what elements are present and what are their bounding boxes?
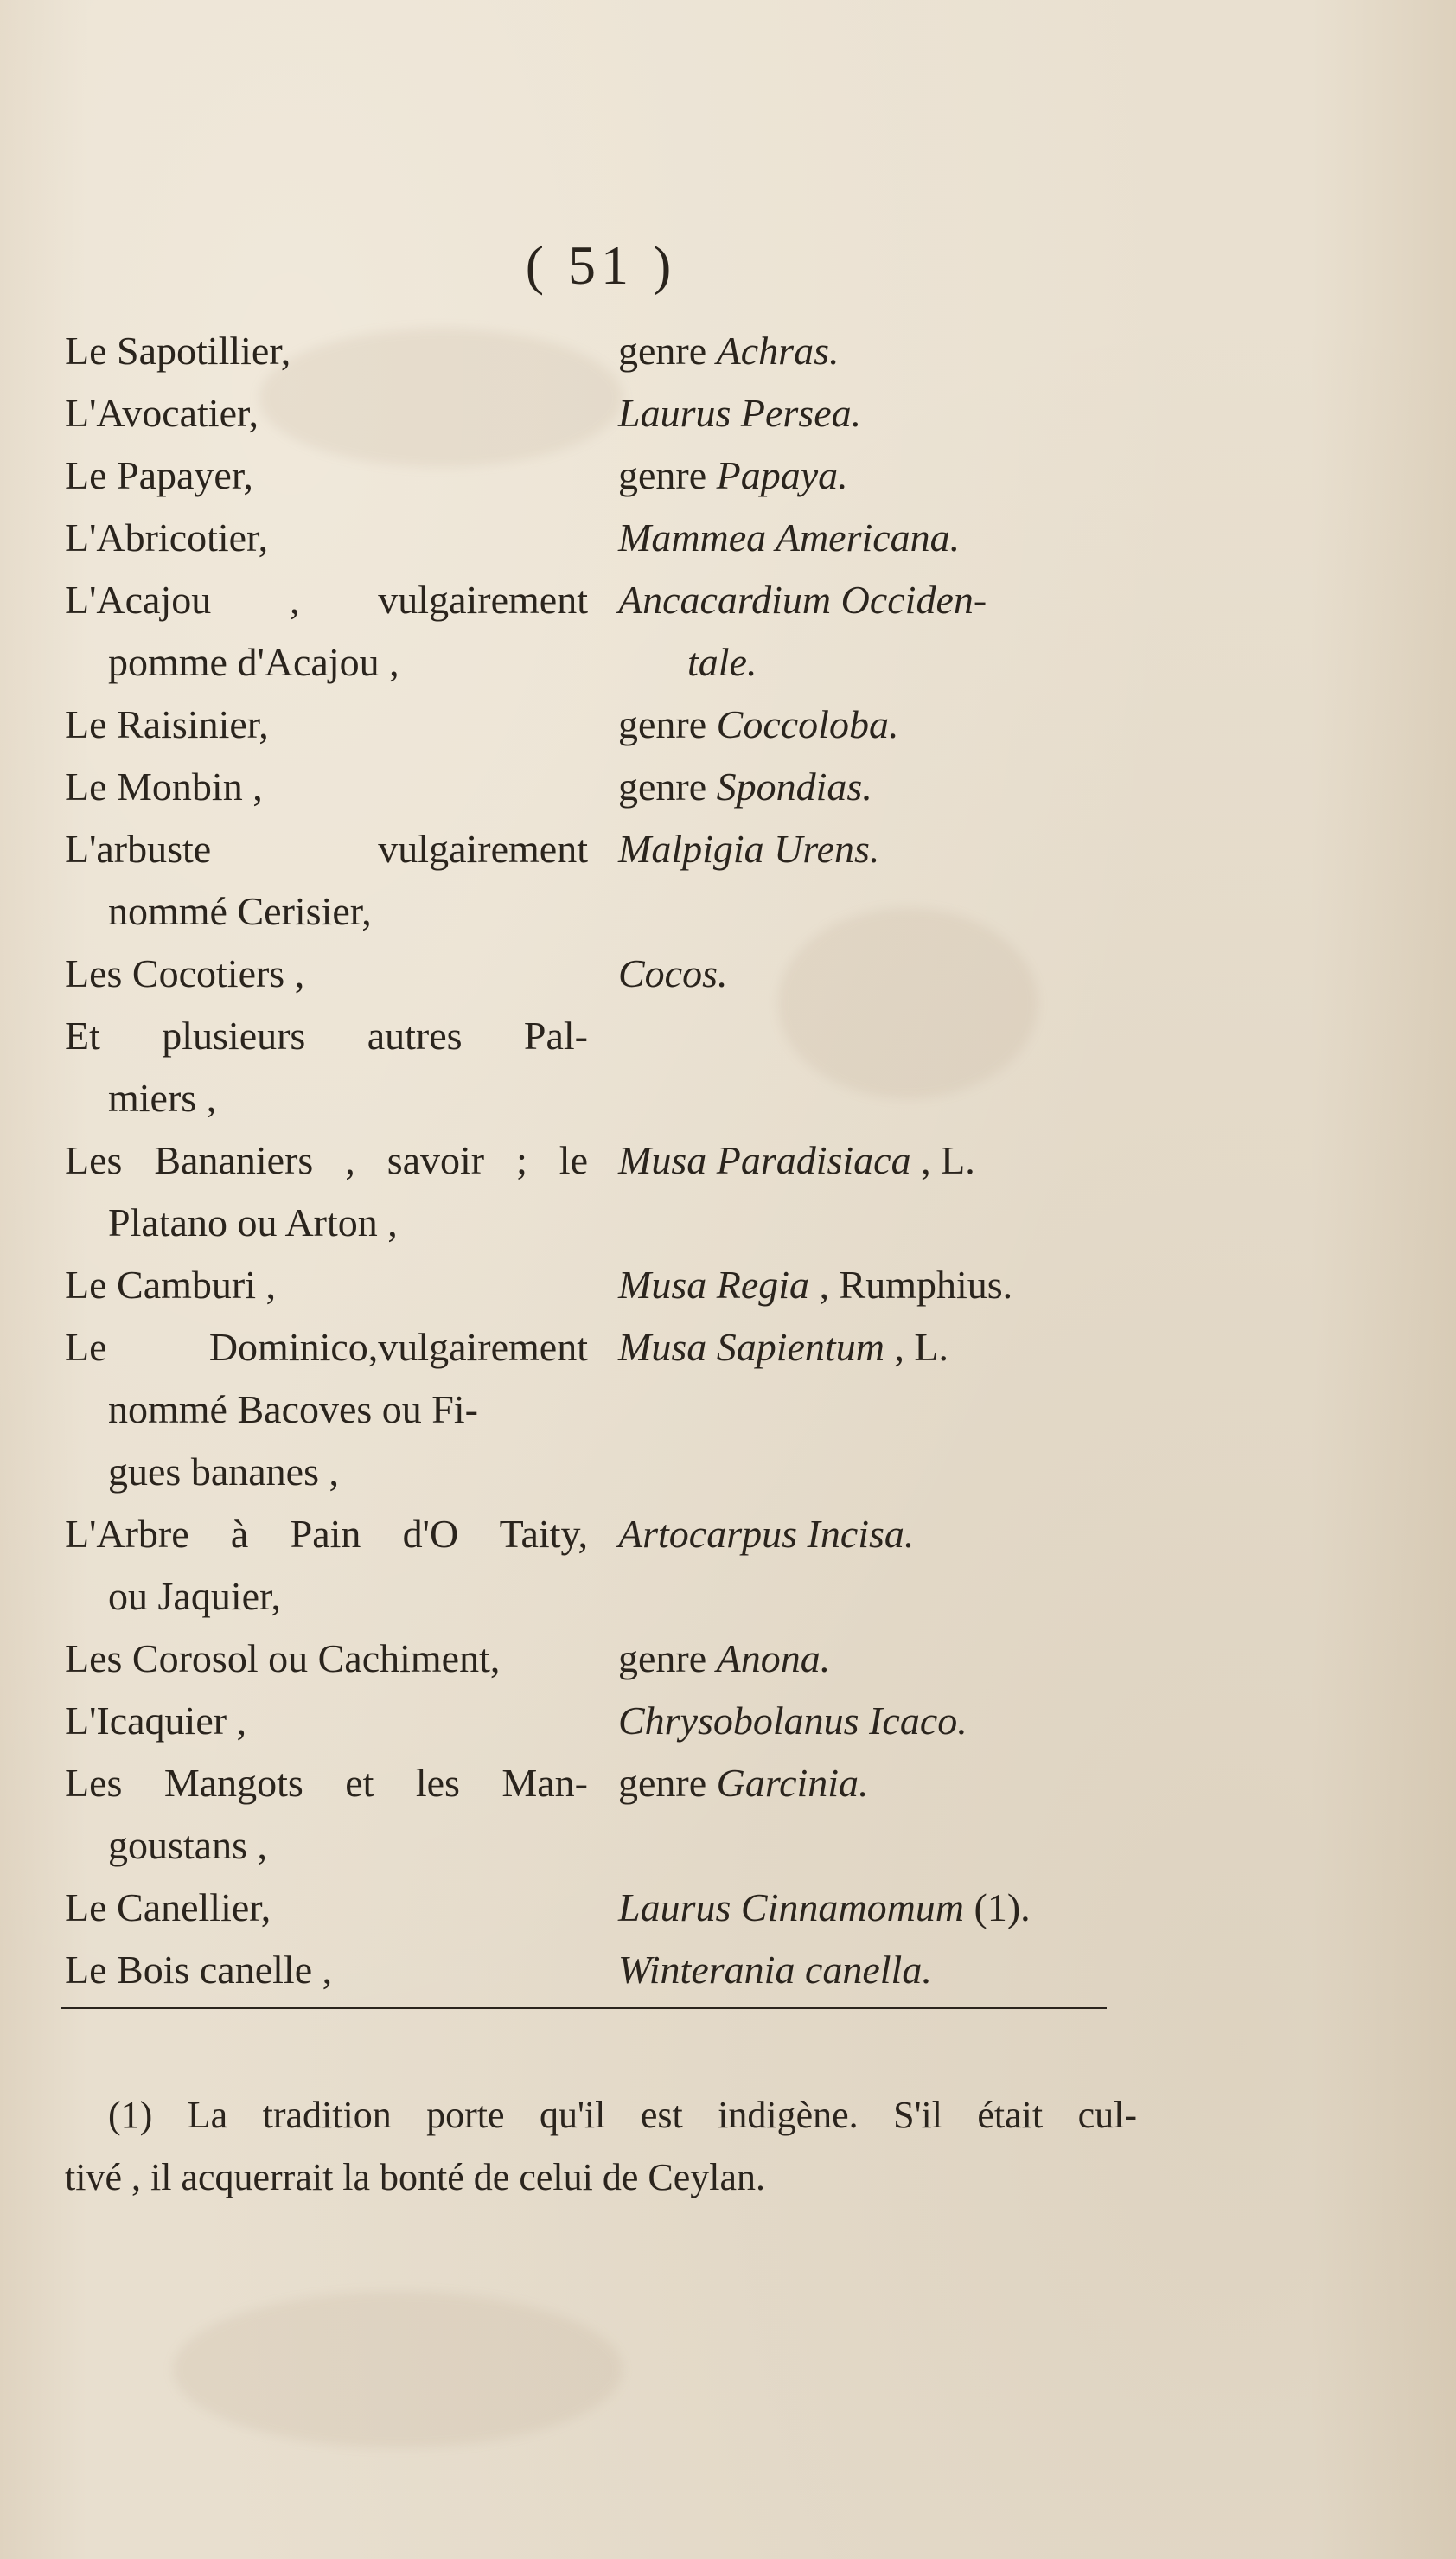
common-name: [65, 943, 588, 1005]
latin-name: [618, 694, 1137, 756]
latin-name: [618, 756, 1137, 818]
common-name-line: L'Abricotier,: [65, 515, 269, 560]
common-name: [65, 382, 588, 445]
latin-name: [618, 818, 1137, 880]
common-name-line: miers ,: [108, 1076, 217, 1120]
genre-label: genre: [618, 453, 717, 497]
genre-label: genre: [618, 1761, 717, 1805]
common-name-line: Les Corosol ou Cachiment,: [65, 1636, 501, 1680]
latin-name: [618, 1939, 1137, 2001]
common-name-line: Les Bananiers , savoir ; le: [65, 1138, 588, 1182]
common-name: [65, 1316, 588, 1503]
common-name: [65, 1254, 588, 1316]
latin-name-line: [618, 1877, 1137, 1939]
common-name-line: Les Mangots et les Man-: [65, 1761, 588, 1805]
latin-name-line: [618, 943, 1137, 1005]
footnote-line: (1) La tradition porte qu'il est indigène. S'il était cul-: [108, 2094, 1137, 2136]
latin-name-line: [618, 1752, 1137, 1814]
latin-name-line: [618, 631, 1137, 694]
scientific-name: Winterania canella.: [618, 1948, 932, 1992]
paper-stain: [173, 2292, 623, 2447]
common-name-line: Le Sapotillier,: [65, 329, 291, 373]
scientific-name: Garcinia.: [716, 1761, 869, 1805]
latin-name-line: [618, 818, 1137, 880]
plant-entry: [0, 694, 1456, 756]
latin-name: [618, 445, 1137, 507]
latin-name: [618, 1316, 1137, 1379]
latin-name: [618, 1254, 1137, 1316]
common-name: [65, 320, 588, 382]
common-name-line: goustans ,: [108, 1823, 267, 1867]
plant-entry: [0, 756, 1456, 818]
plant-entry: [0, 507, 1456, 569]
common-name-line: ou Jaquier,: [108, 1574, 281, 1618]
common-name: [65, 1690, 588, 1752]
plant-entry: [0, 1628, 1456, 1690]
scientific-name: Anona.: [716, 1636, 831, 1680]
latin-name: [618, 382, 1137, 445]
plant-entry: [0, 1005, 1456, 1129]
authority-label: Rumphius.: [829, 1263, 1013, 1307]
latin-name: [618, 1129, 1137, 1192]
common-name-line: L'Arbre à Pain d'O Taity,: [65, 1512, 588, 1556]
latin-name-line: [618, 1939, 1137, 2001]
authority-label: , L.: [910, 1138, 975, 1182]
page-number: ( 51 ): [525, 234, 677, 296]
scientific-name: Laurus Persea.: [618, 391, 862, 435]
scientific-name: Achras.: [716, 329, 840, 373]
genre-label: genre: [618, 329, 717, 373]
common-name-line: L'arbuste vulgairement: [65, 827, 588, 871]
scientific-name: Chrysobolanus Icaco.: [618, 1699, 967, 1743]
plant-entry: [0, 1503, 1456, 1628]
common-name-line: Le Monbin ,: [65, 765, 263, 809]
common-name-line: Le Canellier,: [65, 1885, 271, 1929]
latin-name-line: [618, 1690, 1137, 1752]
footnote: [65, 2084, 1137, 2209]
footnote-line: tivé , il acquerrait la bonté de celui de Ceylan.: [65, 2156, 766, 2198]
plant-entry: [0, 445, 1456, 507]
common-name: [65, 1939, 588, 2001]
common-name-line: Les Cocotiers ,: [65, 951, 305, 995]
latin-name-line: [618, 320, 1137, 382]
latin-name: [618, 320, 1137, 382]
scientific-name: Mammea Americana.: [618, 515, 961, 560]
scientific-name: Musa Sapientum ,: [618, 1325, 904, 1369]
common-name: [65, 1129, 588, 1254]
common-name-line: L'Icaquier ,: [65, 1699, 247, 1743]
scientific-name: tale.: [687, 640, 757, 684]
scientific-name: Musa Regia ,: [618, 1263, 830, 1307]
scientific-name: Malpigia Urens.: [618, 827, 880, 871]
scientific-name: Musa Paradisiaca: [618, 1138, 911, 1182]
plant-entry: [0, 569, 1456, 694]
common-name: [65, 818, 588, 943]
scientific-name: Artocarpus Incisa.: [618, 1512, 915, 1556]
common-name: [65, 445, 588, 507]
latin-name-line: [618, 1316, 1137, 1379]
latin-name: [618, 1628, 1137, 1690]
common-name-line: L'Acajou , vulgairement: [65, 578, 588, 622]
latin-name-line: [618, 507, 1137, 569]
plant-entry: [0, 1752, 1456, 1877]
latin-name-line: [618, 1503, 1137, 1565]
common-name-line: Platano ou Arton ,: [108, 1200, 398, 1244]
common-name-line: Le Camburi ,: [65, 1263, 276, 1307]
plant-entry: [0, 382, 1456, 445]
genre-label: genre: [618, 1636, 717, 1680]
common-name-line: Le Raisinier,: [65, 702, 269, 746]
common-name: [65, 507, 588, 569]
latin-name-line: [618, 1129, 1137, 1192]
common-name: [65, 694, 588, 756]
common-name-line: Et plusieurs autres Pal-: [65, 1014, 588, 1058]
latin-name-line: [618, 445, 1137, 507]
common-name: [65, 1877, 588, 1939]
common-name-line: nommé Cerisier,: [108, 889, 372, 933]
common-name-line: pomme d'Acajou ,: [108, 640, 399, 684]
scientific-name: Papaya.: [716, 453, 848, 497]
plant-entry: [0, 1129, 1456, 1254]
common-name-line: gues bananes ,: [108, 1449, 339, 1494]
common-name: [65, 756, 588, 818]
common-name-line: Le Dominico,vulgairement: [65, 1325, 588, 1369]
plant-entry: [0, 943, 1456, 1005]
latin-name-line: [618, 694, 1137, 756]
authority-label: L.: [904, 1325, 949, 1369]
plant-entry: [0, 1254, 1456, 1316]
authority-label: (1).: [964, 1885, 1031, 1929]
common-name: [65, 1005, 588, 1129]
common-name: [65, 1752, 588, 1877]
latin-name-line: [618, 1628, 1137, 1690]
latin-name: [618, 507, 1137, 569]
plant-entry: [0, 1939, 1456, 2001]
plant-entry: [0, 818, 1456, 943]
latin-name: [618, 569, 1137, 694]
common-name-line: Le Bois canelle ,: [65, 1948, 333, 1992]
latin-name-line: [618, 756, 1137, 818]
plant-entry: [0, 320, 1456, 382]
genre-label: genre: [618, 702, 717, 746]
latin-name: [618, 1877, 1137, 1939]
scientific-name: Ancacardium Occiden-: [618, 578, 987, 622]
scientific-name: Coccoloba.: [716, 702, 899, 746]
latin-name: [618, 943, 1137, 1005]
latin-name: [618, 1752, 1137, 1814]
latin-name-line: [618, 569, 1137, 631]
genre-label: genre: [618, 765, 717, 809]
latin-name-line: [618, 1254, 1137, 1316]
scientific-name: Laurus Cinnamomum: [618, 1885, 965, 1929]
common-name-line: nommé Bacoves ou Fi-: [108, 1387, 478, 1431]
plant-entry: [0, 1877, 1456, 1939]
common-name: [65, 1503, 588, 1628]
latin-name: [618, 1690, 1137, 1752]
scientific-name: Spondias.: [716, 765, 872, 809]
common-name: [65, 569, 588, 694]
common-name-line: L'Avocatier,: [65, 391, 259, 435]
plant-entry: [0, 1316, 1456, 1503]
common-name: [65, 1628, 588, 1690]
footnote-rule: [61, 2007, 1107, 2009]
plant-entry: [0, 1690, 1456, 1752]
common-name-line: Le Papayer,: [65, 453, 253, 497]
scientific-name: Cocos.: [618, 951, 728, 995]
latin-name: [618, 1503, 1137, 1565]
latin-name-line: [618, 382, 1137, 445]
